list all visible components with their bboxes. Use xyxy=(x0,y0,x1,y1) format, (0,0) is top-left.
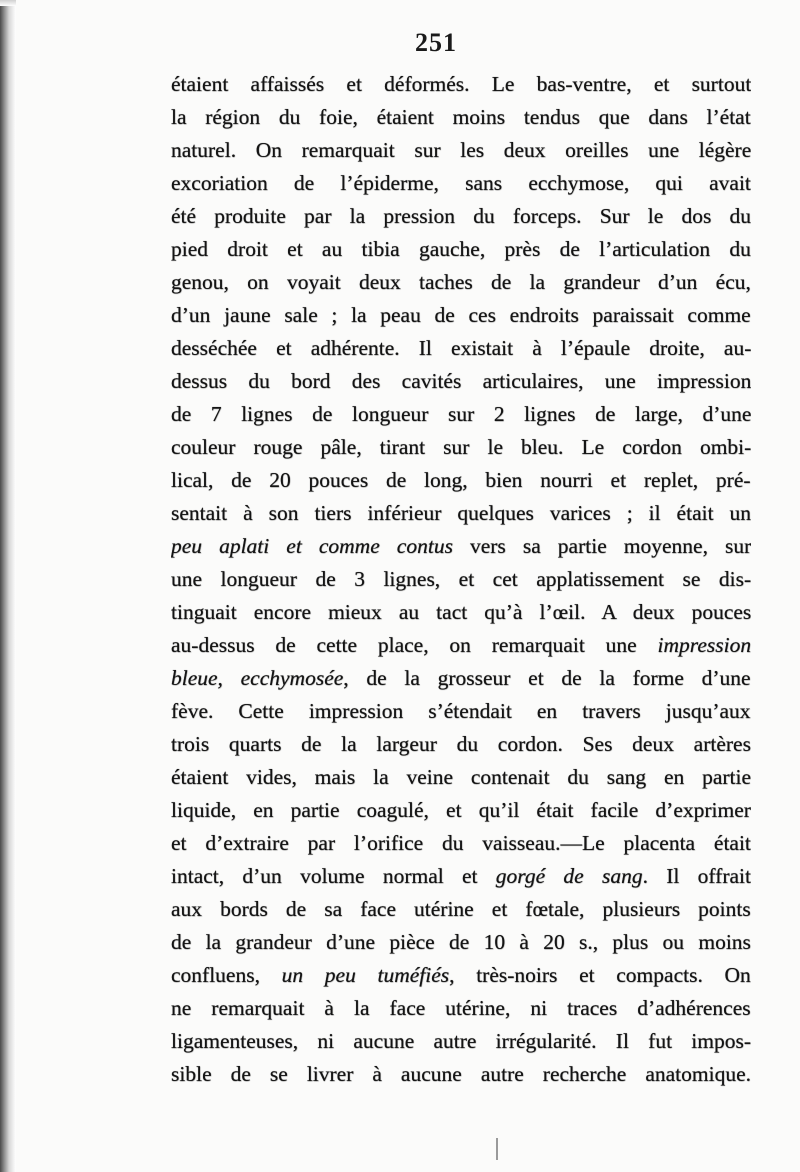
text-run: étaient vides, mais la veine contenait du sang en partie xyxy=(171,765,751,789)
text-line xyxy=(171,167,751,200)
text-run: , de la grosseur et de la forme d’une xyxy=(343,666,751,690)
text-line xyxy=(171,299,751,332)
text-run: desséchée et adhérente. Il existait à l’épaule droite, au- xyxy=(171,336,751,360)
text-line xyxy=(171,233,751,266)
text-line xyxy=(171,596,751,629)
text-line xyxy=(171,695,751,728)
text-line xyxy=(171,893,751,926)
italic-text: impression xyxy=(657,633,751,657)
text-run: pied droit et au tibia gauche, près de l’articulation du xyxy=(171,237,751,261)
text-line xyxy=(171,464,751,497)
text-line xyxy=(171,761,751,794)
italic-text: un peu tuméfiés xyxy=(281,963,450,987)
text-line xyxy=(171,332,751,365)
text-run: sible de se livrer à aucune autre recherche anatomique. xyxy=(171,1062,751,1086)
book-page xyxy=(16,0,800,1172)
text-line xyxy=(171,662,751,695)
text-run: genou, on voyait deux taches de la grandeur d’un écu, xyxy=(171,270,751,294)
text-run: une longueur de 3 lignes, et cet applatissement se dis- xyxy=(171,567,751,591)
scan-shadow-left xyxy=(0,0,16,1172)
text-run: liquide, en partie coagulé, et qu’il était facile d’exprimer xyxy=(171,798,751,822)
text-run: tinguait encore mieux au tact qu’à l’œil. A deux pouces xyxy=(171,600,751,624)
text-run: d’un jaune sale ; la peau de ces endroits paraissait comme xyxy=(171,303,751,327)
italic-text: bleue, ecchymosée xyxy=(171,666,344,690)
text-line xyxy=(171,992,751,1025)
text-run: vers sa partie moyenne, sur xyxy=(452,534,751,558)
text-line xyxy=(171,101,751,134)
text-line xyxy=(171,1025,751,1058)
text-line xyxy=(171,629,751,662)
text-line xyxy=(171,200,751,233)
text-run: été produite par la pression du forceps. Sur le dos du xyxy=(171,204,751,228)
text-run: et d’extraire par l’orifice du vaisseau.—Le placenta était xyxy=(171,831,751,855)
text-run: de la grandeur d’une pièce de 10 à 20 s., plus ou moins xyxy=(171,930,751,954)
text-run: , très-noirs et compacts. On xyxy=(449,963,751,987)
text-run: lical, de 20 pouces de long, bien nourri et replet, pré- xyxy=(171,468,751,492)
text-line xyxy=(171,926,751,959)
text-run: naturel. On remarquait sur les deux oreilles une légère xyxy=(171,138,751,162)
text-line xyxy=(171,365,751,398)
text-run: trois quarts de la largeur du cordon. Ses deux artères xyxy=(171,732,751,756)
italic-text: peu aplati et comme contus xyxy=(171,534,453,558)
text-run: ligamenteuses, ni aucune autre irrégularité. Il fut impos- xyxy=(171,1029,751,1053)
text-run: aux bords de sa face utérine et fœtale, plusieurs points xyxy=(171,897,751,921)
text-run: dessus du bord des cavités articulaires, une impression xyxy=(171,369,751,393)
text-line xyxy=(171,134,751,167)
text-line xyxy=(171,794,751,827)
text-run: fève. Cette impression s’étendait en travers jusqu’aux xyxy=(171,699,751,723)
text-line xyxy=(171,497,751,530)
text-line xyxy=(171,728,751,761)
text-run: . Il offrait xyxy=(642,864,751,888)
text-run: excoriation de l’épiderme, sans ecchymose, qui avait xyxy=(171,171,751,195)
text-line xyxy=(171,398,751,431)
text-run: de 7 lignes de longueur sur 2 lignes de large, d’une xyxy=(171,402,751,426)
text-run: au-dessus de cette place, on remarquait une xyxy=(171,633,658,657)
text-line xyxy=(171,530,751,563)
text-run: ne remarquait à la face utérine, ni traces d’adhérences xyxy=(171,996,751,1020)
text-line xyxy=(171,563,751,596)
text-run: étaient affaissés et déformés. Le bas-ventre, et surtout xyxy=(171,72,751,96)
text-line xyxy=(171,266,751,299)
text-line xyxy=(171,827,751,860)
italic-text: gorgé de sang xyxy=(495,864,643,888)
text-run: la région du foie, étaient moins tendus que dans l’état xyxy=(171,105,751,129)
body-text xyxy=(171,68,751,1091)
text-run: sentait à son tiers inférieur quelques varices ; il était un xyxy=(171,501,751,525)
text-run: confluens, xyxy=(171,963,282,987)
scan-artifact-mark xyxy=(496,1138,498,1160)
text-line xyxy=(171,1058,751,1091)
text-line xyxy=(171,959,751,992)
text-run: intact, d’un volume normal et xyxy=(171,864,496,888)
text-run: couleur rouge pâle, tirant sur le bleu. Le cordon ombi- xyxy=(171,435,751,459)
page-number: 251 xyxy=(415,28,457,57)
text-line xyxy=(171,68,751,101)
text-line xyxy=(171,431,751,464)
text-line xyxy=(171,860,751,893)
